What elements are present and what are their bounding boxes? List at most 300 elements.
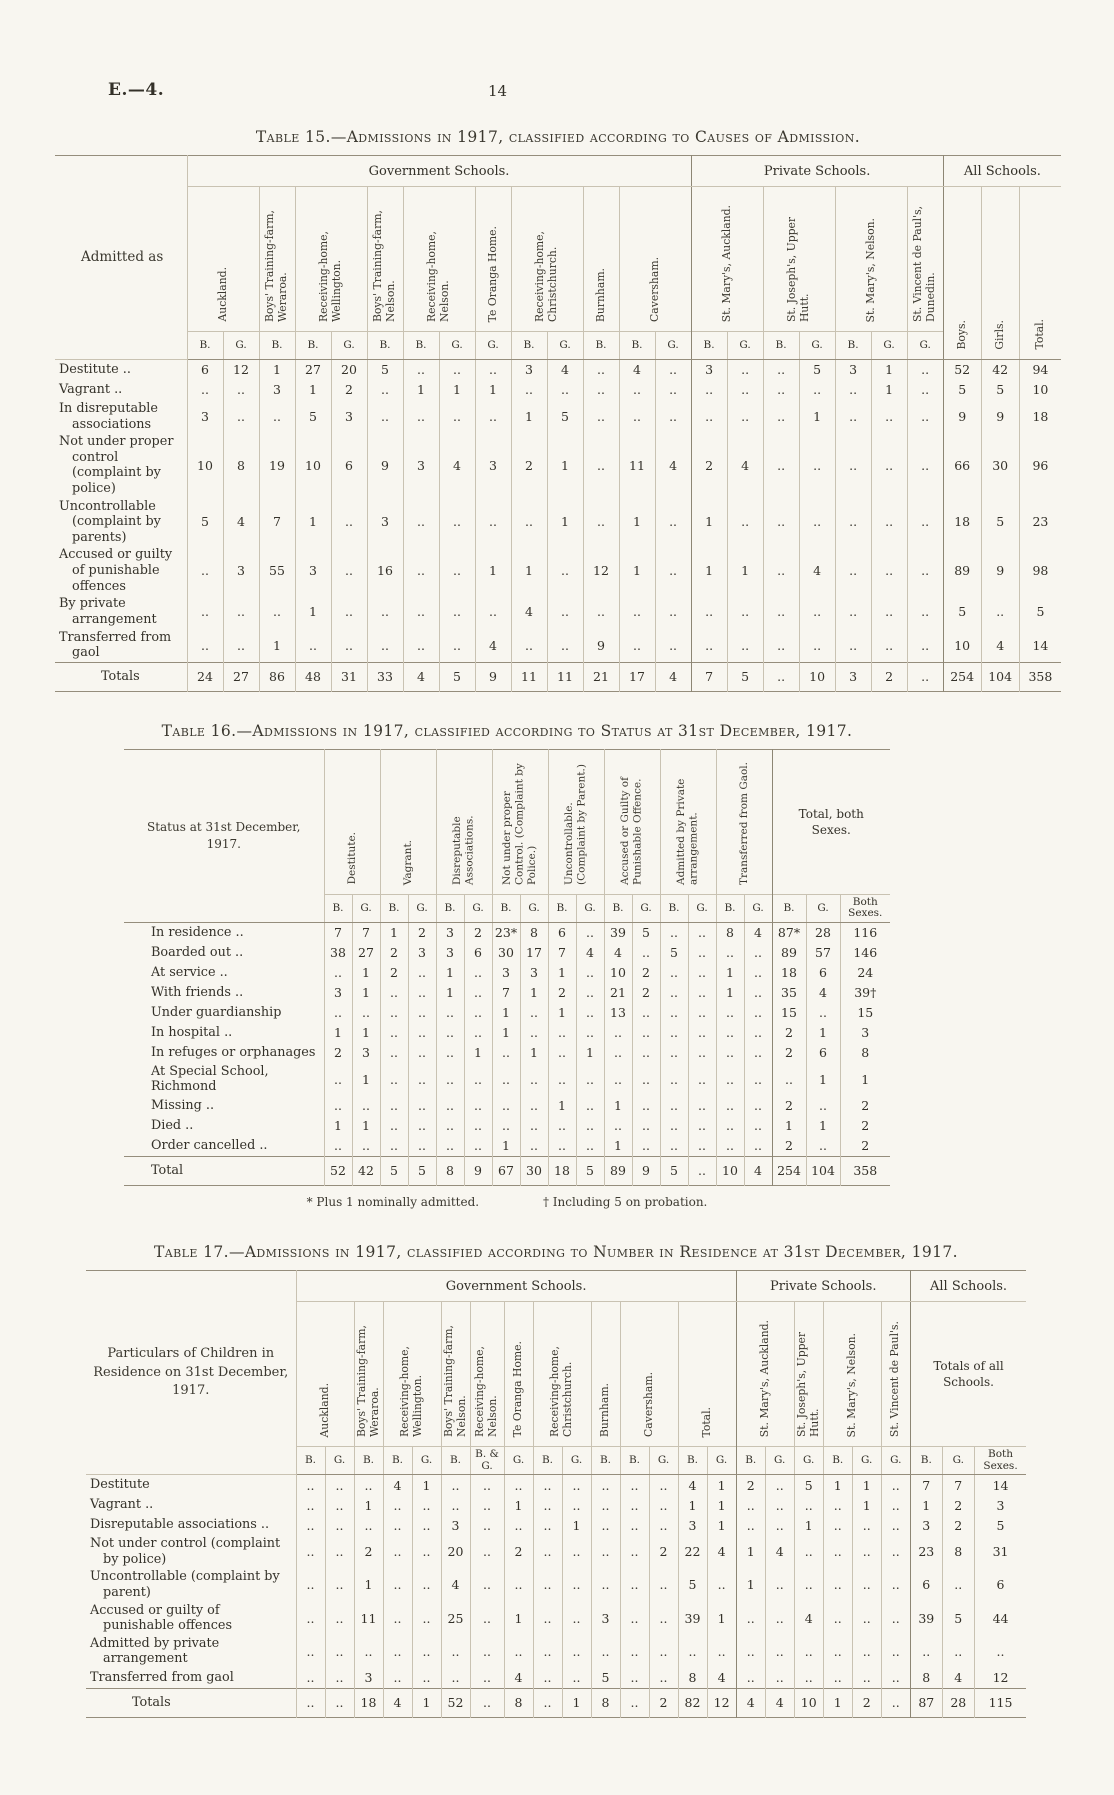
data-cell: .. [871, 629, 907, 663]
data-cell: .. [354, 1515, 383, 1535]
data-cell: 4 [736, 1689, 765, 1718]
data-cell: .. [688, 963, 716, 983]
number-in-residence-table [86, 1270, 1026, 1718]
sex-sub-header: G. [942, 1447, 974, 1475]
row-label: Uncontrollable (complaint by parents) [55, 498, 187, 547]
data-cell: .. [383, 1635, 412, 1668]
data-cell: .. [439, 595, 475, 628]
school-column-header [259, 187, 295, 332]
data-cell: .. [383, 1668, 412, 1689]
data-cell: .. [604, 1116, 632, 1136]
data-cell: .. [688, 922, 716, 943]
data-cell: .. [520, 1116, 548, 1136]
data-cell: 104 [981, 662, 1019, 691]
data-cell: 4 [439, 433, 475, 497]
data-cell: 1 [475, 380, 511, 400]
school-column-header [583, 187, 619, 332]
data-cell: 1 [727, 546, 763, 595]
data-cell: .. [620, 1568, 649, 1601]
sex-sub-header: G. [744, 894, 772, 922]
rotated-column-label: St. Mary's, Auckland. [719, 204, 733, 322]
data-cell: .. [464, 1023, 492, 1043]
sex-sub-header: B. [823, 1447, 852, 1475]
data-cell: .. [533, 1535, 562, 1568]
data-cell: .. [464, 983, 492, 1003]
data-cell: 2 [504, 1535, 533, 1568]
data-cell: .. [412, 1602, 441, 1635]
data-cell: 5 [1019, 595, 1061, 628]
data-cell: 52 [943, 360, 981, 381]
data-cell: .. [744, 1023, 772, 1043]
row-label: Transferred from gaol [55, 629, 187, 663]
data-cell: .. [744, 943, 772, 963]
data-cell: 1 [823, 1689, 852, 1718]
data-cell: .. [619, 400, 655, 433]
data-cell: 5 [981, 380, 1019, 400]
rotated-column-label: Receiving-home, Wellington. [398, 1346, 424, 1438]
sex-sub-header: B. [691, 332, 727, 360]
table15-title-text: —Admissions in 1917, classified according to Causes of Admission. [330, 128, 861, 146]
data-cell: .. [763, 662, 799, 691]
data-cell: 1 [871, 380, 907, 400]
rotated-column-label: Caversham. [647, 257, 661, 322]
data-cell: 2 [380, 963, 408, 983]
data-cell: 1 [707, 1475, 736, 1496]
corner-label: Particulars of Children in Residence on 31st December, 1917. [86, 1271, 296, 1475]
data-cell: .. [688, 1043, 716, 1063]
rotated-column-label: Accused or Guilty of Punishable Offence. [619, 776, 644, 885]
data-cell: .. [660, 963, 688, 983]
data-cell: .. [881, 1668, 910, 1689]
data-cell: 11 [547, 662, 583, 691]
footnote-asterisk: * Plus 1 nominally admitted. [306, 1195, 480, 1210]
data-cell: .. [296, 1535, 325, 1568]
row-label: With friends .. [124, 983, 324, 1003]
data-cell: 3 [591, 1602, 620, 1635]
table16-title [124, 722, 890, 740]
data-cell: .. [632, 943, 660, 963]
data-cell: 24 [840, 963, 890, 983]
row-label: Not under proper control (complaint by police) [55, 433, 187, 497]
data-cell: 1 [691, 546, 727, 595]
data-cell: 94 [1019, 360, 1061, 381]
data-cell: .. [576, 1023, 604, 1043]
data-cell: 5 [943, 380, 981, 400]
data-cell: .. [688, 983, 716, 1003]
table-row [55, 400, 1061, 433]
data-cell: 12 [707, 1689, 736, 1718]
data-cell: .. [187, 595, 223, 628]
data-cell: 1 [736, 1568, 765, 1601]
data-cell: 1 [604, 1096, 632, 1116]
sex-sub-header: G. [688, 894, 716, 922]
sex-sub-header: B. [678, 1447, 707, 1475]
data-cell: .. [871, 400, 907, 433]
data-cell: .. [562, 1568, 591, 1601]
rotated-column-label: St. Joseph's, Upper Hutt. [785, 216, 812, 322]
data-cell: .. [632, 1063, 660, 1096]
school-column-header [533, 1302, 591, 1447]
data-cell: .. [688, 1003, 716, 1023]
data-cell: 9 [464, 1157, 492, 1186]
data-cell: 3 [367, 498, 403, 547]
data-cell: 8 [223, 433, 259, 497]
data-cell: .. [547, 546, 583, 595]
data-cell: .. [881, 1535, 910, 1568]
data-cell: 2 [632, 963, 660, 983]
data-cell: 13 [604, 1003, 632, 1023]
table-row [124, 1003, 890, 1023]
data-cell: 4 [223, 498, 259, 547]
data-cell: 2 [772, 1043, 806, 1063]
data-cell: 1 [412, 1689, 441, 1718]
data-cell: 7 [324, 922, 352, 943]
sex-sub-header: G. [907, 332, 943, 360]
data-cell: .. [533, 1668, 562, 1689]
data-cell: .. [660, 1096, 688, 1116]
data-cell: 10 [943, 629, 981, 663]
data-cell: .. [660, 1023, 688, 1043]
data-cell: .. [324, 1136, 352, 1157]
data-cell: 4 [794, 1602, 823, 1635]
school-column-header [441, 1302, 470, 1447]
data-cell: .. [548, 1023, 576, 1043]
table-row [124, 943, 890, 963]
data-cell: .. [533, 1515, 562, 1535]
data-cell: .. [562, 1635, 591, 1668]
data-cell: 2 [649, 1689, 678, 1718]
data-cell: .. [620, 1668, 649, 1689]
data-cell: .. [881, 1602, 910, 1635]
data-cell: .. [823, 1668, 852, 1689]
data-cell: .. [881, 1689, 910, 1718]
rotated-column-label: Girls. [992, 320, 1006, 350]
data-cell: 18 [548, 1157, 576, 1186]
table-row [55, 380, 1061, 400]
data-cell: 1 [806, 1023, 840, 1043]
data-cell: .. [436, 1003, 464, 1023]
data-cell: .. [852, 1568, 881, 1601]
data-cell: 4 [511, 595, 547, 628]
data-cell: .. [562, 1495, 591, 1515]
sex-sub-header: G. [439, 332, 475, 360]
data-cell: .. [799, 380, 835, 400]
data-cell: .. [470, 1515, 504, 1535]
data-cell: .. [907, 380, 943, 400]
data-cell: .. [470, 1602, 504, 1635]
page-number: 14 [488, 82, 508, 100]
data-cell: .. [620, 1515, 649, 1535]
rotated-column-label: Auckland. [215, 267, 229, 322]
data-cell: .. [380, 1023, 408, 1043]
data-cell: .. [744, 1003, 772, 1023]
data-cell: 2 [548, 983, 576, 1003]
data-cell: 2 [691, 433, 727, 497]
row-label: In disreputable associations [55, 400, 187, 433]
data-cell: .. [852, 1668, 881, 1689]
data-cell: .. [835, 629, 871, 663]
data-cell: .. [942, 1568, 974, 1601]
data-cell: .. [794, 1668, 823, 1689]
category-column-header [324, 749, 380, 894]
data-cell: 5 [408, 1157, 436, 1186]
sex-sub-header: B. [383, 1447, 412, 1475]
data-cell: .. [533, 1689, 562, 1718]
data-cell: .. [367, 380, 403, 400]
table-row [86, 1515, 1026, 1535]
row-label: Admitted by private arrangement [86, 1635, 296, 1668]
table16-title-label: Table 16. [161, 721, 237, 740]
data-cell: 4 [403, 662, 439, 691]
sex-sub-header: G. [464, 894, 492, 922]
data-cell: 6 [548, 922, 576, 943]
data-cell: .. [591, 1475, 620, 1496]
data-cell: .. [325, 1515, 354, 1535]
data-cell: .. [765, 1602, 794, 1635]
school-column-header [620, 1302, 678, 1447]
data-cell: .. [727, 380, 763, 400]
data-cell: 52 [324, 1157, 352, 1186]
data-cell: 1 [352, 1116, 380, 1136]
table15-section [55, 128, 1061, 692]
data-cell: 2 [632, 983, 660, 1003]
data-cell: .. [835, 380, 871, 400]
data-cell: .. [439, 498, 475, 547]
sex-sub-header: B. [354, 1447, 383, 1475]
data-cell: .. [325, 1475, 354, 1496]
data-cell: .. [470, 1475, 504, 1496]
data-cell: .. [907, 400, 943, 433]
data-cell: .. [835, 546, 871, 595]
data-cell: 3 [835, 360, 871, 381]
data-cell: .. [763, 629, 799, 663]
data-cell: .. [655, 595, 691, 628]
data-cell: .. [799, 433, 835, 497]
data-cell: 27 [295, 360, 331, 381]
data-cell: 2 [511, 433, 547, 497]
data-cell: 1 [852, 1495, 881, 1515]
data-cell: 8 [504, 1689, 533, 1718]
data-cell: .. [688, 1023, 716, 1043]
sex-sub-header: B. [583, 332, 619, 360]
data-cell: .. [744, 1096, 772, 1116]
rotated-column-label: St. Vincent de Paul's, Dunedin. [911, 205, 938, 322]
data-cell: 2 [464, 922, 492, 943]
data-cell: 1 [548, 1096, 576, 1116]
data-cell: .. [464, 1116, 492, 1136]
data-cell: .. [604, 1023, 632, 1043]
data-cell: 254 [772, 1157, 806, 1186]
data-cell: 1 [436, 963, 464, 983]
school-column-header [367, 187, 403, 332]
sex-sub-header: B. [367, 332, 403, 360]
data-cell: .. [223, 629, 259, 663]
data-cell: 3 [408, 943, 436, 963]
data-cell: 10 [295, 433, 331, 497]
data-cell: 55 [259, 546, 295, 595]
data-cell: 1 [840, 1063, 890, 1096]
data-cell: .. [881, 1568, 910, 1601]
footnote-dagger: † Including 5 on probation. [542, 1195, 708, 1210]
data-cell: 11 [619, 433, 655, 497]
data-cell: 4 [655, 433, 691, 497]
data-cell: 10 [799, 662, 835, 691]
sex-sub-header: B. [660, 894, 688, 922]
data-cell: .. [688, 1157, 716, 1186]
data-cell: 1 [707, 1495, 736, 1515]
data-cell: 4 [383, 1475, 412, 1496]
data-cell: .. [655, 546, 691, 595]
sex-sub-header: B. & G. [470, 1447, 504, 1475]
data-cell: 5 [660, 943, 688, 963]
data-cell: .. [331, 595, 367, 628]
rotated-column-label: Boys' Training-farm, Nelson. [441, 1325, 468, 1438]
data-cell: .. [632, 1023, 660, 1043]
data-cell: .. [547, 629, 583, 663]
data-cell: 18 [1019, 400, 1061, 433]
data-cell: .. [835, 433, 871, 497]
data-cell: .. [492, 1063, 520, 1096]
data-cell: 115 [974, 1689, 1026, 1718]
data-cell: 3 [436, 943, 464, 963]
data-cell: .. [383, 1602, 412, 1635]
data-cell: 30 [981, 433, 1019, 497]
data-cell: 11 [354, 1602, 383, 1635]
data-cell: 8 [520, 922, 548, 943]
data-cell: .. [806, 1003, 840, 1023]
sex-sub-header: G. [852, 1447, 881, 1475]
data-cell: 358 [840, 1157, 890, 1186]
data-cell: 1 [352, 1023, 380, 1043]
rotated-column-label: Caversham. [641, 1372, 655, 1438]
table-body [55, 360, 1061, 692]
data-cell: .. [259, 595, 295, 628]
data-cell: 8 [942, 1535, 974, 1568]
data-cell: .. [632, 1096, 660, 1116]
data-cell: 2 [852, 1689, 881, 1718]
sex-sub-header: B. [324, 894, 352, 922]
data-cell: 1 [295, 380, 331, 400]
row-label: At Special School, Richmond [124, 1063, 324, 1096]
rotated-column-label: St. Mary's, Nelson. [863, 217, 877, 322]
data-cell: .. [548, 1136, 576, 1157]
data-cell: .. [794, 1535, 823, 1568]
rotated-column-label: Disreputable Associations. [451, 815, 476, 885]
data-cell: 86 [259, 662, 295, 691]
data-cell: 4 [504, 1668, 533, 1689]
data-cell: 254 [943, 662, 981, 691]
data-cell: .. [823, 1568, 852, 1601]
rotated-column-label: Boys. [954, 320, 968, 350]
row-label: Totals [86, 1689, 296, 1718]
data-cell: 4 [547, 360, 583, 381]
data-cell: 4 [942, 1668, 974, 1689]
data-cell: 9 [367, 433, 403, 497]
data-cell: .. [763, 498, 799, 547]
data-cell: 2 [408, 922, 436, 943]
data-cell: 5 [187, 498, 223, 547]
sex-sub-header: G. [707, 1447, 736, 1475]
data-cell: .. [907, 546, 943, 595]
data-cell: 66 [943, 433, 981, 497]
data-cell: 1 [295, 595, 331, 628]
data-cell: .. [383, 1535, 412, 1568]
data-cell: .. [763, 433, 799, 497]
data-cell: .. [655, 629, 691, 663]
data-cell: 3 [441, 1515, 470, 1535]
data-cell: 5 [678, 1568, 707, 1601]
table-row [124, 1043, 890, 1063]
rotated-column-label: Receiving-home, Wellington. [317, 231, 343, 322]
data-cell: 98 [1019, 546, 1061, 595]
data-cell: 30 [492, 943, 520, 963]
data-cell: .. [744, 1063, 772, 1096]
data-cell: .. [367, 400, 403, 433]
data-cell: 23 [910, 1535, 942, 1568]
sex-sub-header: G. [562, 1447, 591, 1475]
data-cell: .. [403, 498, 439, 547]
all-schools-total-header: Totals of all Schools. [910, 1302, 1026, 1447]
data-cell: .. [408, 1136, 436, 1157]
data-cell: .. [716, 1023, 744, 1043]
data-cell: 33 [367, 662, 403, 691]
data-cell: .. [794, 1495, 823, 1515]
school-column-header [511, 187, 583, 332]
data-cell: .. [688, 1096, 716, 1116]
table-row [124, 922, 890, 943]
data-cell: .. [632, 1116, 660, 1136]
data-cell: 1 [562, 1515, 591, 1535]
data-cell: .. [655, 498, 691, 547]
data-cell: .. [380, 1003, 408, 1023]
data-cell: 7 [548, 943, 576, 963]
data-cell: .. [464, 1096, 492, 1116]
data-cell: 2 [772, 1136, 806, 1157]
data-cell: 31 [331, 662, 367, 691]
school-column-header [619, 187, 691, 332]
data-cell: .. [823, 1535, 852, 1568]
data-cell: 5 [981, 498, 1019, 547]
rotated-column-label: Te Oranga Home. [485, 225, 499, 322]
school-column-header [296, 1302, 354, 1447]
data-cell: 1 [504, 1602, 533, 1635]
data-cell: 1 [806, 1116, 840, 1136]
data-cell: .. [649, 1515, 678, 1535]
sex-sub-header: G. [806, 894, 840, 922]
data-cell: .. [520, 1023, 548, 1043]
data-cell: .. [649, 1602, 678, 1635]
data-cell: 1 [707, 1515, 736, 1535]
data-cell: .. [852, 1635, 881, 1668]
data-cell: .. [576, 1063, 604, 1096]
data-cell: .. [533, 1568, 562, 1601]
data-cell: 15 [840, 1003, 890, 1023]
data-cell: .. [688, 1136, 716, 1157]
data-cell: .. [562, 1668, 591, 1689]
data-cell: .. [604, 1063, 632, 1096]
data-cell: .. [520, 1096, 548, 1116]
corner-label: Admitted as [55, 156, 187, 360]
data-cell: .. [823, 1635, 852, 1668]
school-column-header [823, 1302, 881, 1447]
data-cell: .. [464, 1136, 492, 1157]
data-cell: .. [688, 1063, 716, 1096]
data-cell: .. [331, 498, 367, 547]
data-cell: .. [504, 1635, 533, 1668]
data-cell: .. [296, 1602, 325, 1635]
data-cell: .. [367, 595, 403, 628]
data-cell: 27 [352, 943, 380, 963]
